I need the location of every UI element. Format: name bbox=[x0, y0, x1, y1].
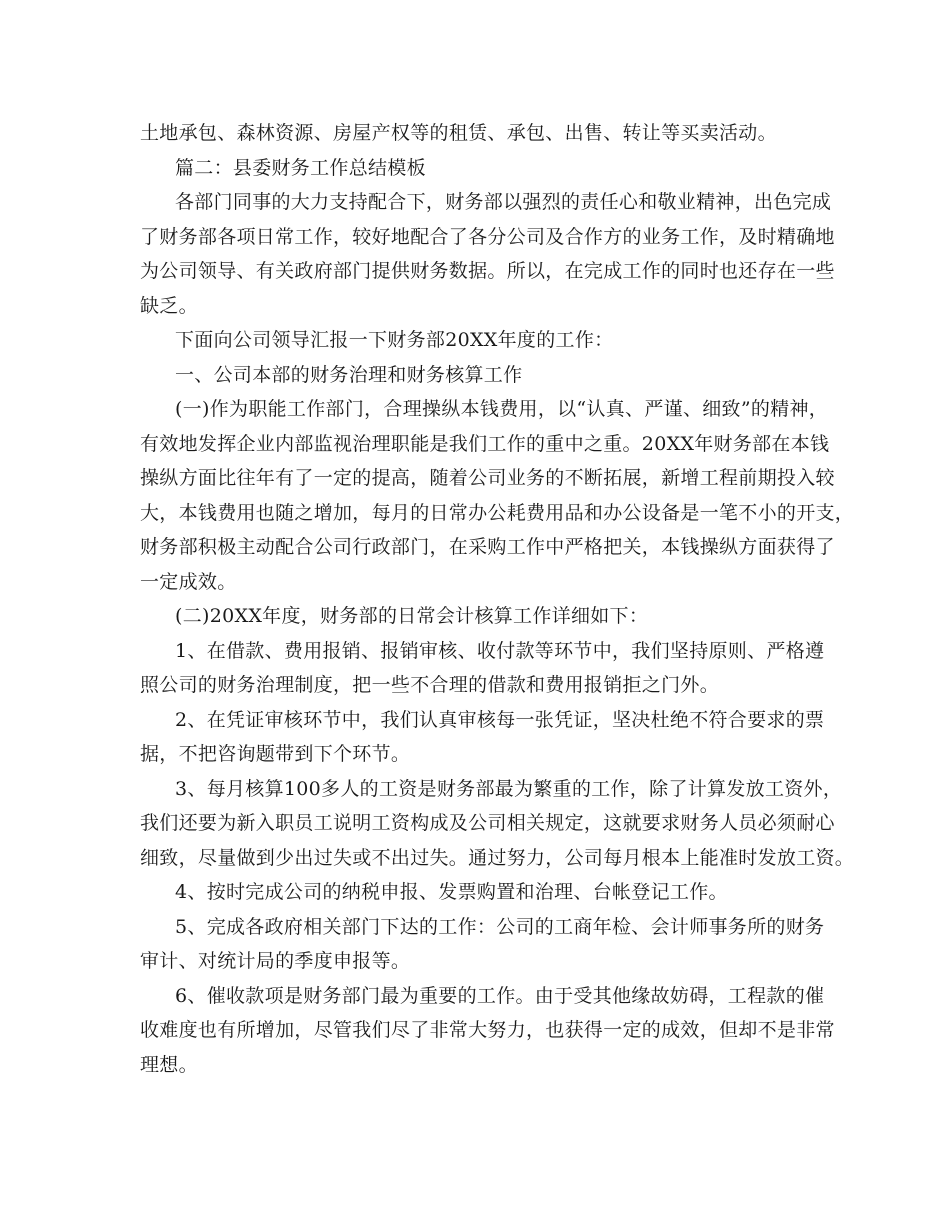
text-line: 了财务部各项日常工作，较好地配合了各分公司及合作方的业务工作，及时精确地 bbox=[140, 225, 835, 248]
text-line: 2、在凭证审核环节中，我们认真审核每一张凭证，坚决杜绝不符合要求的票 bbox=[175, 708, 825, 731]
text-line: 一定成效。 bbox=[140, 570, 237, 593]
text-line: 缺乏。 bbox=[140, 294, 198, 317]
text-line: 大，本钱费用也随之增加，每月的日常办公耗费用品和办公设备是一笔不小的开支， bbox=[140, 501, 855, 524]
text-line: 各部门同事的大力支持配合下，财务部以强烈的责任心和敬业精神，出色完成 bbox=[175, 191, 832, 213]
text-line: 照公司的财务治理制度，把一些不合理的借款和费用报销拒之门外。 bbox=[140, 674, 720, 696]
text-line: 操纵方面比往年有了一定的提高，随着公司业务的不断拓展，新增工程前期投入较 bbox=[140, 467, 835, 489]
text-line: 我们还要为新入职员工说明工资构成及公司相关规定，这就要求财务人员必须耐心 bbox=[140, 812, 835, 834]
text-line: 5、完成各政府相关部门下达的工作：公司的工商年检、会计师事务所的财务 bbox=[175, 915, 825, 938]
text-line: 财务部积极主动配合公司行政部门，在采购工作中严格把关，本钱操纵方面获得了 bbox=[140, 536, 835, 558]
text-line: 3、每月核算100多人的工资是财务部最为繁重的工作，除了计算发放工资外， bbox=[175, 777, 843, 800]
text-line: 土地承包、森林资源、房屋产权等的租赁、承包、出售、转让等买卖活动。 bbox=[140, 122, 777, 144]
text-line: 收难度也有所增加，尽管我们尽了非常大努力，也获得一定的成效，但却不是非常 bbox=[140, 1019, 835, 1041]
text-line: 理想。 bbox=[140, 1053, 198, 1076]
text-line: 1、在借款、费用报销、报销审核、收付款等环节中，我们坚持原则、严格遵 bbox=[175, 639, 825, 662]
text-line: 下面向公司领导汇报一下财务部20XX年度的工作： bbox=[175, 329, 614, 351]
document-page bbox=[140, 116, 855, 1082]
text-line: 一、公司本部的财务治理和财务核算工作 bbox=[175, 363, 523, 386]
text-line: 为公司领导、有关政府部门提供财务数据。所以，在完成工作的同时也还存在一些 bbox=[140, 260, 835, 282]
text-line: 4、按时完成公司的纳税申报、发票购置和治理、台帐登记工作。 bbox=[175, 881, 728, 903]
text-line: 篇二：县委财务工作总结模板 bbox=[175, 156, 426, 179]
text-line: 细致，尽量做到少出过失或不出过失。通过努力，公司每月根本上能准时发放工资。 bbox=[140, 846, 855, 869]
text-line: 审计、对统计局的季度申报等。 bbox=[140, 950, 411, 972]
text-line: (一)作为职能工作部门，合理操纵本钱费用，以“认真、严谨、细致”的精神， bbox=[175, 398, 829, 420]
text-line: (二)20XX年度，财务部的日常会计核算工作详细如下： bbox=[175, 605, 649, 627]
text-line: 6、催收款项是财务部门最为重要的工作。由于受其他缘故妨碍，工程款的催 bbox=[175, 984, 825, 1007]
text-line: 据，不把咨询题带到下个环节。 bbox=[140, 743, 411, 765]
text-line: 有效地发挥企业内部监视治理职能是我们工作的重中之重。20XX年财务部在本钱 bbox=[140, 432, 830, 455]
